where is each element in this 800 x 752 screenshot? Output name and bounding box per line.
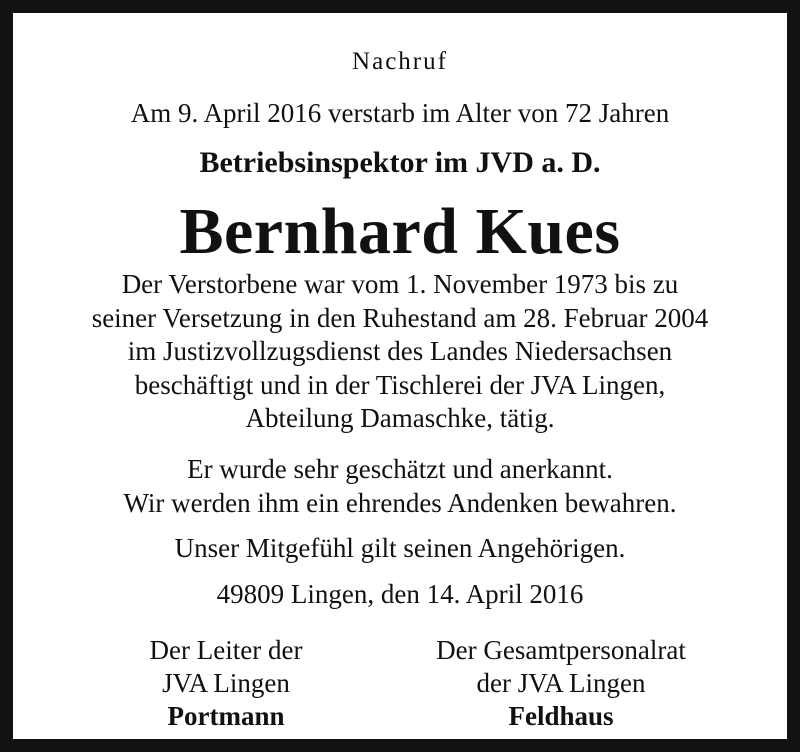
signature-block-staff-council <box>396 634 726 733</box>
signer-name: Portmann <box>167 701 285 731</box>
place-date-line <box>26 578 774 612</box>
paragraph-line: Unser Mitgefühl gilt seinen Angehörigen. <box>174 533 626 563</box>
paragraph-line: beschäftigt und in der Tischlerei der JVA Lingen, <box>134 369 666 400</box>
signer-name: Feldhaus <box>508 701 614 731</box>
paragraph-line: Wir werden ihm ein ehrendes Andenken bewahren. <box>123 487 677 518</box>
deceased-name: Bernhard Kues <box>179 195 621 268</box>
tribute-paragraph <box>26 453 774 520</box>
death-announcement: Am 9. April 2016 verstarb im Alter von 72 Jahren <box>130 98 670 128</box>
paragraph-line: im Justizvollzugsdienst des Landes Niedersachsen <box>127 336 673 366</box>
notice-heading: Nachruf <box>352 48 448 75</box>
deceased-rank: Betriebsinspektor im JVD a. D. <box>199 146 601 179</box>
paragraph-line: Abteilung Damaschke, tätig. <box>245 403 555 433</box>
paragraph-line: Er wurde sehr geschätzt und anerkannt. <box>187 454 613 484</box>
condolence-paragraph <box>26 532 774 566</box>
signature-title-line: Der Gesamtpersonalrat <box>436 635 686 665</box>
paragraph-line: 49809 Lingen, den 14. April 2016 <box>216 579 584 609</box>
signature-title-line: der JVA Lingen <box>476 668 646 698</box>
career-paragraph <box>26 268 774 436</box>
notice-content <box>26 26 774 731</box>
signature-block-director <box>106 634 346 733</box>
signature-title-line: Der Leiter der <box>149 635 303 665</box>
paragraph-line: Der Verstorbene war vom 1. November 1973 bis zu <box>121 269 679 299</box>
signature-title-line: JVA Lingen <box>162 668 290 698</box>
paragraph-line: seiner Versetzung in den Ruhestand am 28. Februar 2004 <box>91 302 709 333</box>
